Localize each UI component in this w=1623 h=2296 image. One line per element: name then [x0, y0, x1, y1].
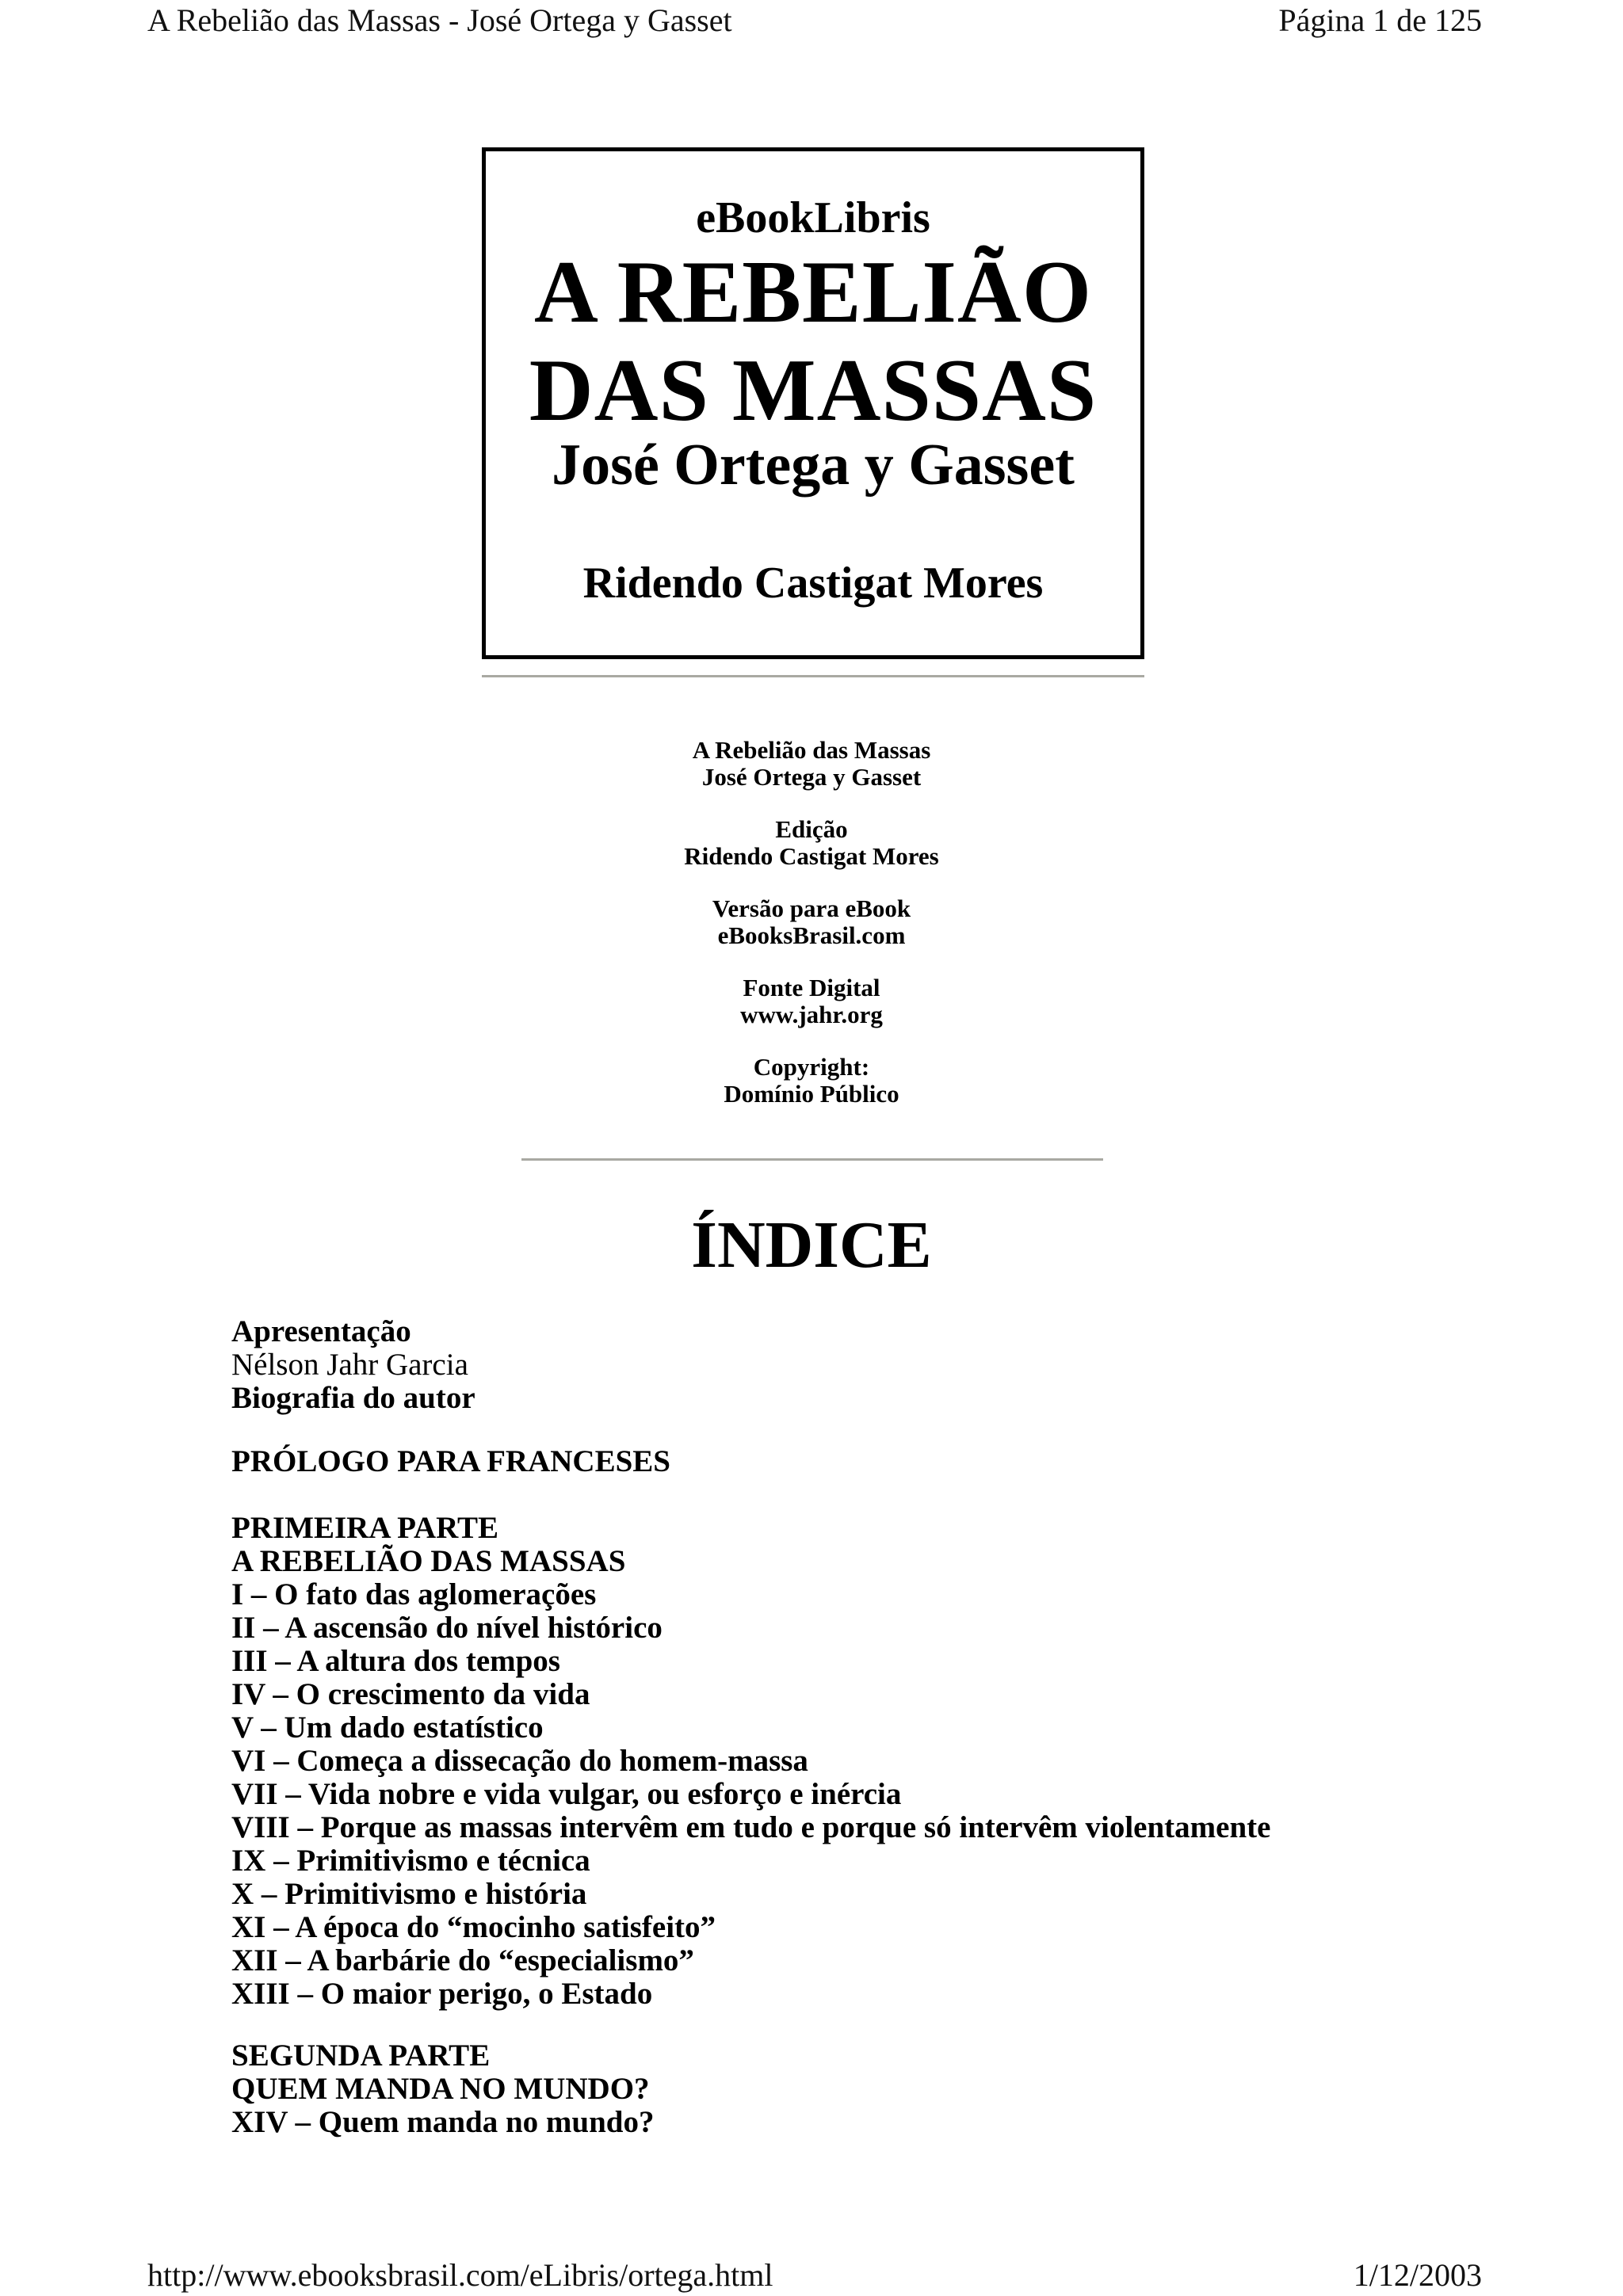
- credit-copyright: [0, 1054, 1623, 1108]
- toc-entry[interactable]: X – Primitivismo e história: [231, 1877, 587, 1911]
- toc-prologue-group: [231, 1445, 670, 1478]
- credit-line: Copyright:: [753, 1053, 870, 1081]
- credit-line: eBooksBrasil.com: [717, 921, 906, 949]
- toc-intro-group: [231, 1315, 475, 1415]
- credit-ebook-version: [0, 895, 1623, 949]
- toc-entry[interactable]: XIV – Quem manda no mundo?: [231, 2105, 655, 2139]
- credit-edition: [0, 816, 1623, 870]
- toc-part-title: A REBELIÃO DAS MASSAS: [231, 1544, 626, 1578]
- toc-entry[interactable]: XIII – O maior perigo, o Estado: [231, 1977, 653, 2011]
- toc-entry: Nélson Jahr Garcia: [231, 1348, 468, 1382]
- page-footer-url: http://www.ebooksbrasil.com/eLibris/ortega.html: [147, 2257, 773, 2293]
- index-heading: ÍNDICE: [691, 1208, 932, 1282]
- credit-title: [0, 737, 1623, 791]
- toc-entry[interactable]: III – A altura dos tempos: [231, 1644, 560, 1678]
- book-title-line-1: A REBELIÃO: [534, 243, 1092, 341]
- toc-part-title: QUEM MANDA NO MUNDO?: [231, 2072, 650, 2106]
- toc-entry[interactable]: XI – A época do “mocinho satisfeito”: [231, 1910, 716, 1944]
- book-title-line-2: DAS MASSAS: [529, 341, 1098, 440]
- toc-entry[interactable]: IV – O crescimento da vida: [231, 1677, 590, 1711]
- credit-line: Domínio Público: [724, 1080, 899, 1108]
- toc-entry[interactable]: VIII – Porque as massas intervêm em tudo e porque só intervêm violentamente: [231, 1810, 1271, 1844]
- page-number-indicator: Página 1 de 125: [1278, 2, 1482, 38]
- book-author: José Ortega y Gasset: [552, 433, 1075, 498]
- toc-entry[interactable]: I – O fato das aglomerações: [231, 1577, 597, 1611]
- toc-entry[interactable]: Apresentação: [231, 1314, 411, 1348]
- cover-title-box: [482, 147, 1144, 659]
- credit-line: Ridendo Castigat Mores: [684, 842, 939, 870]
- toc-entry[interactable]: VII – Vida nobre e vida vulgar, ou esforço e inércia: [231, 1777, 902, 1811]
- toc-part-one-group: [231, 1512, 1270, 2011]
- toc-entry[interactable]: VI – Começa a dissecação do homem-massa: [231, 1744, 808, 1778]
- credit-digital-source: [0, 974, 1623, 1028]
- toc-part-two-group: [231, 2039, 655, 2139]
- credit-line: José Ortega y Gasset: [701, 763, 922, 791]
- brand-name: eBookLibris: [696, 193, 930, 242]
- credit-line: Edição: [775, 815, 848, 843]
- toc-entry[interactable]: PRÓLOGO PARA FRANCESES: [231, 1444, 670, 1478]
- toc-entry[interactable]: XII – A barbárie do “especialismo”: [231, 1943, 694, 1978]
- book-editor: Ridendo Castigat Mores: [582, 559, 1044, 608]
- toc-part-heading: PRIMEIRA PARTE: [231, 1511, 499, 1545]
- credit-line: Versão para eBook: [712, 894, 911, 922]
- credit-line: A Rebelião das Massas: [692, 736, 931, 764]
- divider-top: [482, 675, 1144, 677]
- page-header-title: A Rebelião das Massas - José Ortega y Gasset: [147, 2, 732, 38]
- page-footer-date: 1/12/2003: [1353, 2257, 1482, 2293]
- toc-entry[interactable]: V – Um dado estatístico: [231, 1711, 544, 1745]
- toc-entry[interactable]: IX – Primitivismo e técnica: [231, 1844, 590, 1878]
- toc-entry[interactable]: Biografia do autor: [231, 1381, 475, 1415]
- divider-bottom: [521, 1158, 1103, 1161]
- toc-entry[interactable]: II – A ascensão do nível histórico: [231, 1611, 663, 1645]
- credit-line: Fonte Digital: [743, 974, 880, 1001]
- toc-part-heading: SEGUNDA PARTE: [231, 2039, 491, 2073]
- credit-line: www.jahr.org: [740, 1001, 883, 1028]
